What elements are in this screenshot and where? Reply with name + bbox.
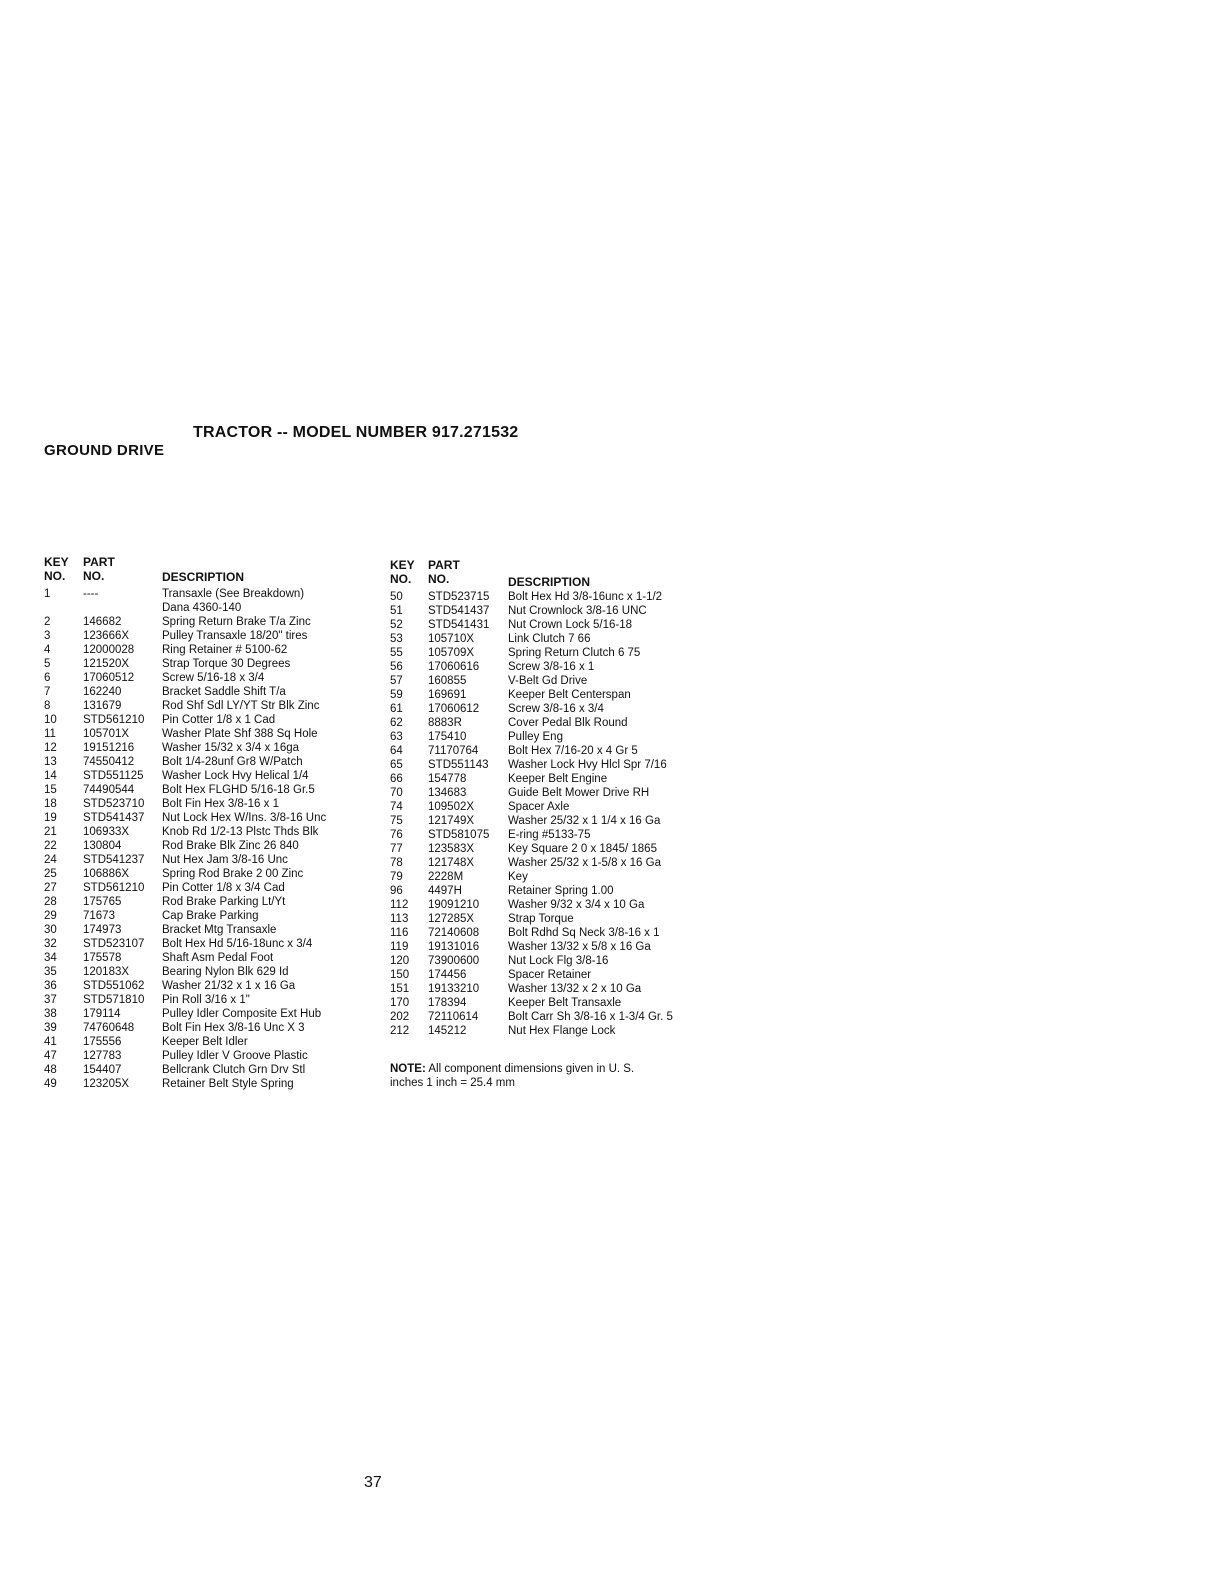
header-part: PART xyxy=(83,555,115,569)
key-number: 29 xyxy=(44,910,57,922)
key-number: 4 xyxy=(44,644,51,656)
part-number: STD581075 xyxy=(428,829,490,841)
part-number: STD551062 xyxy=(83,980,145,992)
part-number: 17060612 xyxy=(428,703,480,715)
header-part-no: NO. xyxy=(83,569,105,583)
key-number: 78 xyxy=(390,857,403,869)
part-number: 178394 xyxy=(428,997,467,1009)
key-number: 15 xyxy=(44,784,57,796)
part-description: Washer 13/32 x 2 x 10 Ga xyxy=(508,983,642,995)
key-number: 79 xyxy=(390,871,403,883)
part-description: Washer Lock Hvy Helical 1/4 xyxy=(162,770,309,782)
key-number: 202 xyxy=(390,1011,410,1023)
part-description: Spring Rod Brake 2 00 Zinc xyxy=(162,868,304,880)
header-part: PART xyxy=(428,558,460,572)
part-description: Washer Plate Shf 388 Sq Hole xyxy=(162,728,318,740)
part-description: Pin Cotter 1/8 x 1 Cad xyxy=(162,714,276,726)
part-description: Bearing Nylon Blk 629 Id xyxy=(162,966,289,978)
part-description: Retainer Belt Style Spring xyxy=(162,1078,294,1090)
part-description: Bolt 1/4-28unf Gr8 W/Patch xyxy=(162,756,303,768)
part-number: 123583X xyxy=(428,843,475,855)
part-number: STD551125 xyxy=(83,770,144,782)
part-description: Bracket Saddle Shift T/a xyxy=(162,686,286,698)
part-description: Key xyxy=(508,871,528,883)
header-key: KEY xyxy=(390,558,415,572)
part-description: Guide Belt Mower Drive RH xyxy=(508,787,650,799)
part-description: Bolt Hex FLGHD 5/16-18 Gr.5 xyxy=(162,784,315,796)
part-number: STD541437 xyxy=(428,605,490,617)
key-number: 5 xyxy=(44,658,51,670)
note-label: NOTE: xyxy=(390,1063,426,1075)
key-number: 52 xyxy=(390,619,403,631)
part-description: Pulley Idler V Groove Plastic xyxy=(162,1050,308,1062)
part-number: 106933X xyxy=(83,826,130,838)
part-description: Rod Brake Parking Lt/Yt xyxy=(162,896,286,908)
part-number: 174456 xyxy=(428,969,467,981)
part-number: STD541237 xyxy=(83,854,145,866)
part-description: E-ring #5133-75 xyxy=(508,829,591,841)
part-number: 4497H xyxy=(428,885,462,897)
part-number: 74490544 xyxy=(83,784,135,796)
part-description: Retainer Spring 1.00 xyxy=(508,885,614,897)
key-number: 113 xyxy=(390,913,409,925)
note-text-line1: All component dimensions given in U. S. xyxy=(428,1063,635,1075)
part-description: Bolt Fin Hex 3/8-16 x 1 xyxy=(162,798,279,810)
header-key: KEY xyxy=(44,555,69,569)
part-number: 8883R xyxy=(428,717,462,729)
key-number: 36 xyxy=(44,980,57,992)
key-number: 6 xyxy=(44,672,51,684)
part-description: Washer 25/32 x 1 1/4 x 16 Ga xyxy=(508,815,661,827)
part-description: Rod Brake Blk Zinc 26 840 xyxy=(162,840,299,852)
part-description: Nut Lock Hex W/Ins. 3/8-16 Unc xyxy=(162,812,327,824)
part-description: Nut Hex Jam 3/8-16 Unc xyxy=(162,854,288,866)
header-key-no: NO. xyxy=(390,572,412,586)
part-description: Keeper Belt Engine xyxy=(508,773,608,785)
part-description: Spring Return Clutch 6 75 xyxy=(508,647,641,659)
part-description: Keeper Belt Idler xyxy=(162,1036,248,1048)
key-number: 14 xyxy=(44,770,57,782)
part-number: 127783 xyxy=(83,1050,122,1062)
part-description: Bolt Carr Sh 3/8-16 x 1-3/4 Gr. 5 xyxy=(508,1011,673,1023)
part-description: Bellcrank Clutch Grn Drv Stl xyxy=(162,1064,306,1076)
key-number: 25 xyxy=(44,868,57,880)
key-number: 32 xyxy=(44,938,57,950)
part-description: Cover Pedal Blk Round xyxy=(508,717,628,729)
note xyxy=(390,1062,690,1090)
part-number: 123666X xyxy=(83,630,130,642)
part-number: 175578 xyxy=(83,952,122,964)
part-number: 71170764 xyxy=(428,745,479,757)
key-number: 70 xyxy=(390,787,403,799)
part-description: Bracket Mtg Transaxle xyxy=(162,924,277,936)
part-number: 120183X xyxy=(83,966,130,978)
key-number: 38 xyxy=(44,1008,57,1020)
part-description: Pulley Eng xyxy=(508,731,563,743)
part-number: 175410 xyxy=(428,731,467,743)
part-number: ---- xyxy=(83,588,99,600)
key-number: 119 xyxy=(390,941,409,953)
key-number: 48 xyxy=(44,1064,57,1076)
part-description: V-Belt Gd Drive xyxy=(508,675,588,687)
part-description: Screw 3/8-16 x 3/4 xyxy=(508,703,604,715)
key-number: 12 xyxy=(44,742,57,754)
part-number: STD523710 xyxy=(83,798,145,810)
header-description: DESCRIPTION xyxy=(508,575,591,589)
key-number: 96 xyxy=(390,885,403,897)
key-number: 7 xyxy=(44,686,51,698)
key-number: 8 xyxy=(44,700,51,712)
key-number: 34 xyxy=(44,952,57,964)
part-number: 2228M xyxy=(428,871,464,883)
part-description: Washer Lock Hvy Hlcl Spr 7/16 xyxy=(508,759,667,771)
part-number: 121749X xyxy=(428,815,475,827)
key-number: 11 xyxy=(44,728,56,740)
part-description: Keeper Belt Transaxle xyxy=(508,997,622,1009)
part-number: 131679 xyxy=(83,700,122,712)
part-number: 17060616 xyxy=(428,661,480,673)
key-number: 61 xyxy=(390,703,403,715)
part-number: STD561210 xyxy=(83,714,145,726)
part-number: 162240 xyxy=(83,686,122,698)
part-number: 73900600 xyxy=(428,955,480,967)
key-number: 49 xyxy=(44,1078,57,1090)
key-number: 19 xyxy=(44,812,57,824)
part-description: Washer 13/32 x 5/8 x 16 Ga xyxy=(508,941,651,953)
header-part-no: NO. xyxy=(428,572,450,586)
part-number: STD541431 xyxy=(428,619,490,631)
part-number: 145212 xyxy=(428,1025,467,1037)
part-number: 175765 xyxy=(83,896,122,908)
part-number: 174973 xyxy=(83,924,122,936)
part-number: 121748X xyxy=(428,857,475,869)
part-description: Ring Retainer # 5100-62 xyxy=(162,644,288,656)
part-number: 17060512 xyxy=(83,672,135,684)
part-number: 12000028 xyxy=(83,644,135,656)
key-number: 51 xyxy=(390,605,403,617)
key-number: 112 xyxy=(390,899,409,911)
part-description: Bolt Fin Hex 3/8-16 Unc X 3 xyxy=(162,1022,305,1034)
key-number: 41 xyxy=(44,1036,57,1048)
part-number: 160855 xyxy=(428,675,467,687)
part-number: 134683 xyxy=(428,787,467,799)
key-number: 24 xyxy=(44,854,57,866)
key-number: 77 xyxy=(390,843,403,855)
part-number: 72110614 xyxy=(428,1011,479,1023)
key-number: 39 xyxy=(44,1022,57,1034)
part-description: Screw 5/16-18 x 3/4 xyxy=(162,672,265,684)
part-description: Screw 3/8-16 x 1 xyxy=(508,661,595,673)
key-number: 150 xyxy=(390,969,410,981)
part-description: Nut Lock Flg 3/8-16 xyxy=(508,955,609,967)
key-number: 151 xyxy=(390,983,410,995)
part-description: Transaxle (See Breakdown) xyxy=(162,588,305,600)
part-number: 105709X xyxy=(428,647,475,659)
key-number: 18 xyxy=(44,798,57,810)
part-description: Pin Cotter 1/8 x 3/4 Cad xyxy=(162,882,285,894)
part-number: 105710X xyxy=(428,633,475,645)
part-description: Key Square 2 0 x 1845/ 1865 xyxy=(508,843,657,855)
key-number: 64 xyxy=(390,745,403,757)
key-number: 1 xyxy=(44,588,51,600)
part-description: Strap Torque 30 Degrees xyxy=(162,658,291,670)
section-title: GROUND DRIVE xyxy=(44,442,165,459)
part-number: STD541437 xyxy=(83,812,145,824)
key-number: 59 xyxy=(390,689,403,701)
part-number: 74550412 xyxy=(83,756,135,768)
key-number: 35 xyxy=(44,966,57,978)
part-number: STD523107 xyxy=(83,938,145,950)
part-description: Bolt Hex 7/16-20 x 4 Gr 5 xyxy=(508,745,638,757)
part-description: Spacer Retainer xyxy=(508,969,592,981)
key-number: 21 xyxy=(44,826,57,838)
key-number: 53 xyxy=(390,633,403,645)
key-number: 57 xyxy=(390,675,403,687)
key-number: 27 xyxy=(44,882,57,894)
part-number: STD561210 xyxy=(83,882,145,894)
key-number: 120 xyxy=(390,955,410,967)
part-number: 154778 xyxy=(428,773,467,785)
part-number: 19151216 xyxy=(83,742,135,754)
part-number: 123205X xyxy=(83,1078,130,1090)
part-description: Keeper Belt Centerspan xyxy=(508,689,631,701)
part-description: Washer 9/32 x 3/4 x 10 Ga xyxy=(508,899,645,911)
part-description: Spring Return Brake T/a Zinc xyxy=(162,616,311,628)
key-number: 2 xyxy=(44,616,51,628)
key-number: 63 xyxy=(390,731,403,743)
key-number: 47 xyxy=(44,1050,57,1062)
part-number: 179114 xyxy=(83,1008,121,1020)
key-number: 13 xyxy=(44,756,57,768)
part-number: 169691 xyxy=(428,689,467,701)
part-number: STD523715 xyxy=(428,591,490,603)
key-number: 3 xyxy=(44,630,51,642)
part-description: Link Clutch 7 66 xyxy=(508,633,591,645)
part-description-continued: Dana 4360-140 xyxy=(162,602,242,614)
part-description: Bolt Hex Hd 5/16-18unc x 3/4 xyxy=(162,938,313,950)
key-number: 116 xyxy=(390,927,409,939)
part-description: Cap Brake Parking xyxy=(162,910,259,922)
key-number: 74 xyxy=(390,801,403,813)
key-number: 76 xyxy=(390,829,403,841)
part-number: 127285X xyxy=(428,913,475,925)
key-number: 62 xyxy=(390,717,403,729)
part-number: 72140608 xyxy=(428,927,480,939)
part-number: 19131016 xyxy=(428,941,480,953)
key-number: 10 xyxy=(44,714,57,726)
part-number: 154407 xyxy=(83,1064,122,1076)
part-description: Nut Hex Flange Lock xyxy=(508,1025,616,1037)
part-description: Pulley Idler Composite Ext Hub xyxy=(162,1008,322,1020)
key-number: 28 xyxy=(44,896,57,908)
key-number: 22 xyxy=(44,840,57,852)
key-number: 212 xyxy=(390,1025,410,1037)
part-number: 106886X xyxy=(83,868,130,880)
part-number: 74760648 xyxy=(83,1022,135,1034)
part-number: 105701X xyxy=(83,728,130,740)
part-description: Washer 15/32 x 3/4 x 16ga xyxy=(162,742,300,754)
part-number: 19133210 xyxy=(428,983,480,995)
header-key-no: NO. xyxy=(44,569,66,583)
key-number: 37 xyxy=(44,994,57,1006)
part-description: Pin Roll 3/16 x 1" xyxy=(162,994,250,1006)
page-title: TRACTOR -- MODEL NUMBER 917.271532 xyxy=(193,424,519,441)
part-number: 146682 xyxy=(83,616,122,628)
header-description: DESCRIPTION xyxy=(162,570,245,584)
part-description: Rod Shf Sdl LY/YT Str Blk Zinc xyxy=(162,700,320,712)
key-number: 65 xyxy=(390,759,403,771)
part-number: 121520X xyxy=(83,658,130,670)
part-description: Pulley Transaxle 18/20" tires xyxy=(162,630,308,642)
key-number: 30 xyxy=(44,924,57,936)
part-description: Washer 21/32 x 1 x 16 Ga xyxy=(162,980,296,992)
key-number: 170 xyxy=(390,997,410,1009)
part-number: 71673 xyxy=(83,910,115,922)
key-number: 55 xyxy=(390,647,403,659)
part-description: Spacer Axle xyxy=(508,801,570,813)
part-number: 19091210 xyxy=(428,899,480,911)
key-number: 50 xyxy=(390,591,403,603)
part-description: Shaft Asm Pedal Foot xyxy=(162,952,274,964)
part-number: 130804 xyxy=(83,840,122,852)
part-description: Bolt Hex Hd 3/8-16unc x 1-1/2 xyxy=(508,591,663,603)
part-number: STD551143 xyxy=(428,759,489,771)
key-number: 56 xyxy=(390,661,403,673)
part-description: Bolt Rdhd Sq Neck 3/8-16 x 1 xyxy=(508,927,660,939)
part-number: 175556 xyxy=(83,1036,122,1048)
part-description: Knob Rd 1/2-13 Plstc Thds Blk xyxy=(162,826,319,838)
part-number: 109502X xyxy=(428,801,475,813)
part-description: Washer 25/32 x 1-5/8 x 16 Ga xyxy=(508,857,661,869)
part-number: STD571810 xyxy=(83,994,145,1006)
page-number: 37 xyxy=(364,1474,382,1491)
part-description: Nut Crownlock 3/8-16 UNC xyxy=(508,605,647,617)
key-number: 66 xyxy=(390,773,403,785)
key-number: 75 xyxy=(390,815,403,827)
note-text-line2: inches 1 inch = 25.4 mm xyxy=(390,1077,515,1089)
part-description: Strap Torque xyxy=(508,913,574,925)
part-description: Nut Crown Lock 5/16-18 xyxy=(508,619,633,631)
